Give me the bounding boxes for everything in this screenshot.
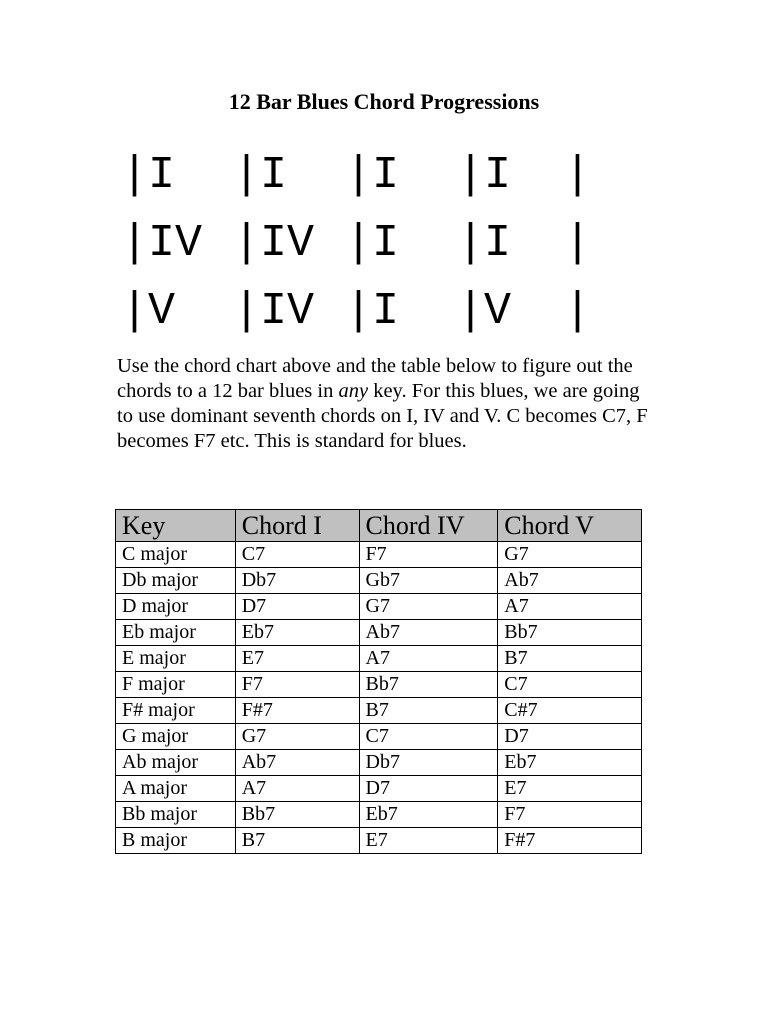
chord-iv-cell: Bb7 <box>359 672 498 698</box>
chord-chart <box>121 146 591 350</box>
chord-v-cell: D7 <box>498 724 642 750</box>
chord-bar: |I <box>345 150 400 201</box>
table-row <box>116 646 642 672</box>
chord-v-cell: Ab7 <box>498 568 642 594</box>
chord-i-cell: C7 <box>235 542 359 568</box>
chord-bar: |I <box>457 218 512 269</box>
table-body <box>116 542 642 854</box>
chord-iv-cell: Ab7 <box>359 620 498 646</box>
chord-iv-cell: G7 <box>359 594 498 620</box>
key-cell: Bb major <box>116 802 236 828</box>
table-row <box>116 802 642 828</box>
chord-v-cell: F#7 <box>498 828 642 854</box>
chord-i-cell: B7 <box>235 828 359 854</box>
table-row <box>116 750 642 776</box>
chord-iv-cell: Gb7 <box>359 568 498 594</box>
chord-v-cell: Bb7 <box>498 620 642 646</box>
table-row <box>116 776 642 802</box>
key-chord-table <box>115 509 642 854</box>
chord-i-cell: Db7 <box>235 568 359 594</box>
chord-chart-row <box>121 146 591 214</box>
description-emphasis: any <box>338 380 369 402</box>
key-cell: Eb major <box>116 620 236 646</box>
chord-bar: |V <box>457 286 512 337</box>
page-title: 12 Bar Blues Chord Progressions <box>228 89 540 114</box>
chord-chart-row <box>121 214 591 282</box>
key-cell: D major <box>116 594 236 620</box>
chord-v-cell: Eb7 <box>498 750 642 776</box>
chord-i-cell: Ab7 <box>235 750 359 776</box>
chord-i-cell: E7 <box>235 646 359 672</box>
chord-v-cell: A7 <box>498 594 642 620</box>
chord-iv-cell: D7 <box>359 776 498 802</box>
table-row <box>116 698 642 724</box>
chord-bar: |IV <box>233 218 315 269</box>
chord-iv-cell: A7 <box>359 646 498 672</box>
table-row <box>116 620 642 646</box>
chord-i-cell: Bb7 <box>235 802 359 828</box>
chord-bar: |I <box>233 150 288 201</box>
table-row <box>116 828 642 854</box>
chord-i-cell: D7 <box>235 594 359 620</box>
chord-bar: |IV <box>121 218 203 269</box>
key-cell: F major <box>116 672 236 698</box>
key-cell: Ab major <box>116 750 236 776</box>
header-chord-iv: Chord IV <box>359 510 498 542</box>
header-chord-i: Chord I <box>235 510 359 542</box>
key-cell: E major <box>116 646 236 672</box>
description-paragraph <box>117 354 657 454</box>
chord-v-cell: B7 <box>498 646 642 672</box>
chord-iv-cell: Eb7 <box>359 802 498 828</box>
description-text-2: key. For this blues, we are going to use dominant seventh chords on I, IV and V. C becomes C7, F becomes F7 etc. This is standard for blues. <box>117 380 648 452</box>
chord-bar: |I <box>345 218 400 269</box>
table-row <box>116 672 642 698</box>
chord-bar: |I <box>457 150 512 201</box>
table-row <box>116 542 642 568</box>
chord-i-cell: F#7 <box>235 698 359 724</box>
chord-i-cell: A7 <box>235 776 359 802</box>
bar-line-end: | <box>564 286 592 337</box>
table-header-row <box>116 510 642 542</box>
chord-chart-row <box>121 282 591 350</box>
chord-iv-cell: Db7 <box>359 750 498 776</box>
table-row <box>116 594 642 620</box>
chord-v-cell: C#7 <box>498 698 642 724</box>
key-cell: G major <box>116 724 236 750</box>
chord-i-cell: G7 <box>235 724 359 750</box>
key-cell: B major <box>116 828 236 854</box>
description-text-1: Use the chord chart above and the table below to figure out the chords to a 12 bar blues in <box>117 355 633 402</box>
bar-line-end: | <box>564 218 592 269</box>
header-chord-v: Chord V <box>498 510 642 542</box>
chord-iv-cell: B7 <box>359 698 498 724</box>
chord-v-cell: G7 <box>498 542 642 568</box>
chord-iv-cell: F7 <box>359 542 498 568</box>
chord-i-cell: F7 <box>235 672 359 698</box>
chord-v-cell: F7 <box>498 802 642 828</box>
key-cell: A major <box>116 776 236 802</box>
chord-bar: |I <box>345 286 400 337</box>
chord-i-cell: Eb7 <box>235 620 359 646</box>
chord-iv-cell: E7 <box>359 828 498 854</box>
key-cell: C major <box>116 542 236 568</box>
chord-bar: |IV <box>233 286 315 337</box>
header-key: Key <box>116 510 236 542</box>
key-cell: F# major <box>116 698 236 724</box>
chord-bar: |I <box>121 150 176 201</box>
chord-v-cell: E7 <box>498 776 642 802</box>
chord-iv-cell: C7 <box>359 724 498 750</box>
chord-bar: |V <box>121 286 176 337</box>
table-row <box>116 724 642 750</box>
table-row <box>116 568 642 594</box>
bar-line-end: | <box>564 150 592 201</box>
chord-v-cell: C7 <box>498 672 642 698</box>
key-cell: Db major <box>116 568 236 594</box>
